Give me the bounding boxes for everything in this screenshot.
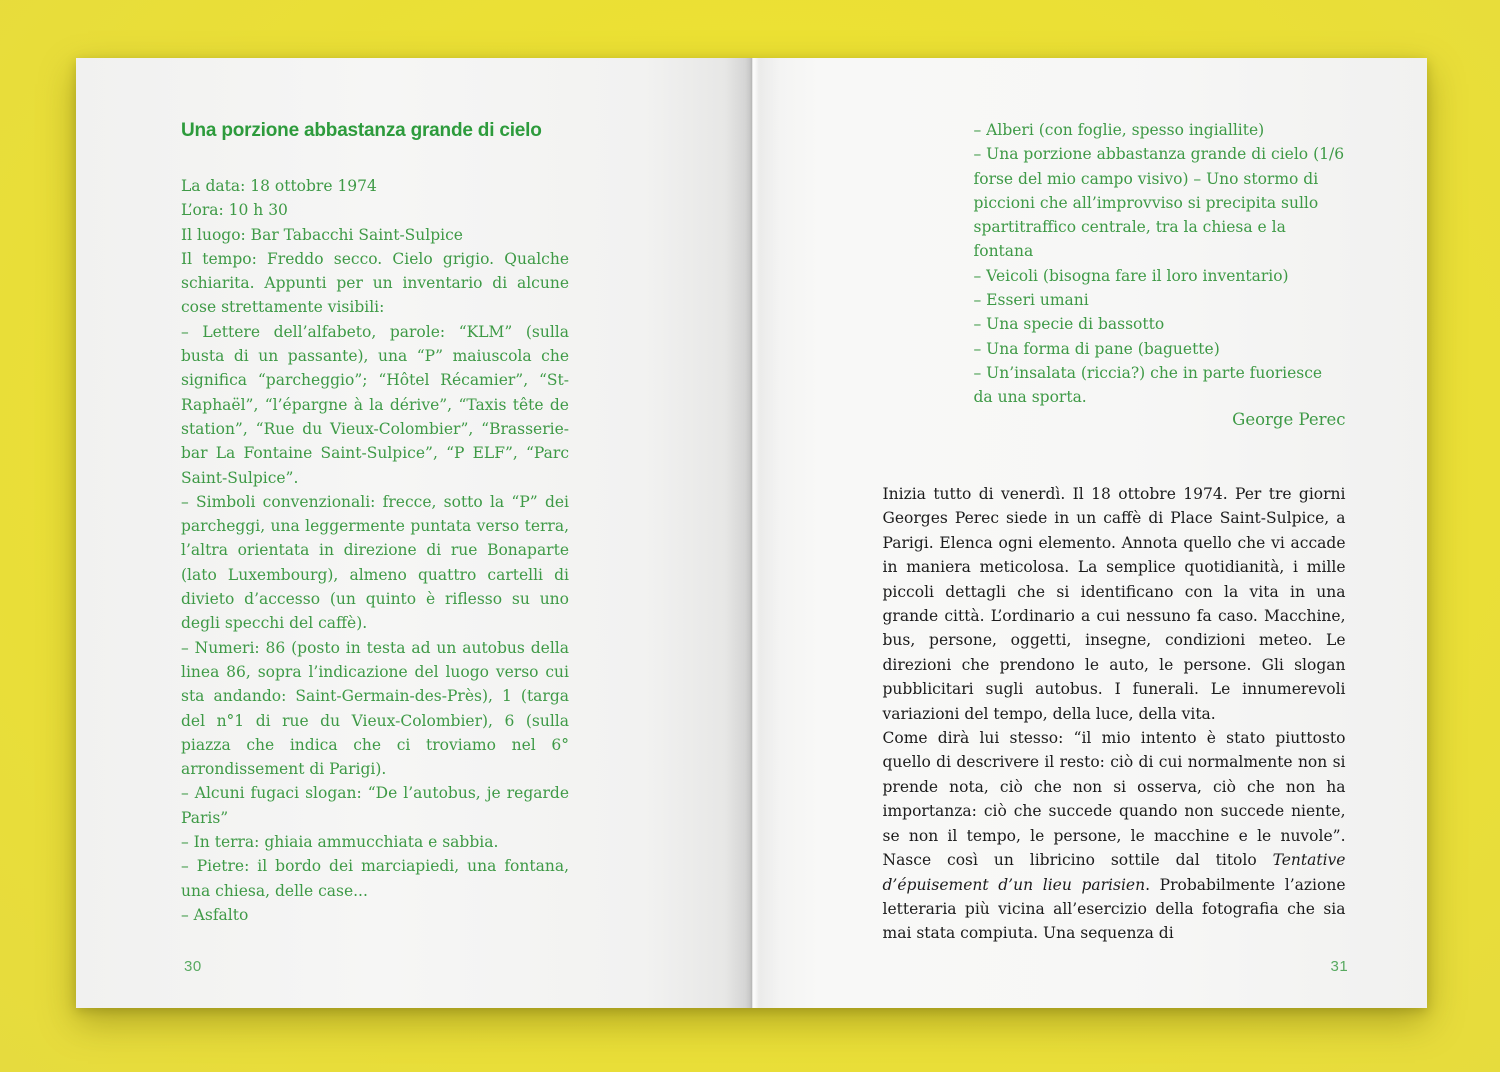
list-item-humans: – Esseri umani — [973, 291, 1089, 310]
list-item-asphalt: – Asfalto — [181, 905, 249, 924]
list-item-sky: – Una porzione abbastanza grande di cielo (1/6 forse del mio campo visivo) – Uno stormo di piccioni che all’improvviso si precipita sullo spartitraffico centrale, tra la chiesa e la fontana — [973, 145, 1345, 261]
page-number-right: 31 — [1330, 958, 1349, 975]
list-item-numbers: – Numeri: 86 (posto in testa ad un autobus della linea 86, sopra l’indicazione del luogo verso cui sta andando: Saint-Germain-des-Près), 1 (targa del n°1 di rue du Vieux-Colombier), 6 (sulla piazza che indica che ci troviamo nel 6° arrondissement di Parigi). — [181, 638, 569, 779]
book-spread — [76, 58, 1427, 1008]
list-item-trees: – Alberi (con foglie, spesso ingiallite) — [973, 121, 1265, 139]
body-line-date: La data: 18 ottobre 1974 — [181, 177, 377, 195]
left-page-body — [181, 174, 569, 927]
list-item-vehicles: – Veicoli (bisogna fare il loro inventario) — [973, 266, 1289, 285]
body-paragraph-weather: Il tempo: Freddo secco. Cielo grigio. Qualche schiarita. Appunti per un inventario di alcune cose strettamente visibili: — [181, 249, 569, 317]
list-item-letters: – Lettere dell’alfabeto, parole: “KLM” (sulla busta di un passante), una “P” maiuscola che significa “parcheggio”; “Hôtel Récamier”, “St-Raphaël”, “l’épargne à la dérive”, “Taxis tête de station”, “Rue du Vieux-Colombier”, “Brasserie-bar La Fontaine Saint-Sulpice”, “P ELF”, “Parc Saint-Sulpice”. — [181, 322, 569, 487]
body-line-time: L’ora: 10 h 30 — [181, 201, 288, 220]
list-item-ground: – In terra: ghiaia ammucchiata e sabbia. — [181, 833, 499, 852]
body-paragraph-quote — [883, 726, 1346, 946]
author-attribution: George Perec — [1232, 410, 1346, 429]
page-left — [76, 58, 752, 1008]
right-page-body — [883, 482, 1346, 946]
book-title-italic: Tentative d’épuisement d’un lieu parisien — [882, 851, 1346, 894]
list-item-symbols: – Simboli convenzionali: frecce, sotto la “P” dei parcheggi, una leggermente puntata verso terra, l’altra orientata in direzione di rue Bonaparte (lato Luxembourg), almeno quattro cartelli di divieto d’accesso (un quinto è riflesso su uno degli specchi del caffè). — [181, 492, 569, 633]
list-item-slogans: – Alcuni fugaci slogan: “De l’autobus, je regarde Paris” — [181, 784, 569, 827]
body-paragraph-intro: Inizia tutto di venerdì. Il 18 ottobre 1974. Per tre giorni Georges Perec siede in un caffè di Place Saint-Sulpice, a Parigi. Elenca ogni elemento. Annota quello che vi accade in maniera meticolosa. La semplice quotidianità, i mille piccoli dettagli che si identificano con la vita in una grande città. L’ordinario a cui nessuno fa caso. Macchine, bus, persone, oggetti, insegne, condizioni meteo. Le direzioni che prendono le auto, le persone. Gli slogan pubblicitari sugli autobus. I funerali. Le innumerevoli variazioni del tempo, della luce, della vita. — [882, 485, 1346, 723]
quote-text: Come dirà lui stesso: “il mio intento è stato piuttosto quello di descrivere il resto: ciò di cui normalmente non si prende nota, ciò che non si osserva, ciò che non ha importanza: ciò che succede quando non succede niente, se non il tempo, le persone, le macchine e le nuvole”. Nasce così un libricino sottile dal titolo — [882, 729, 1346, 870]
body-line-place: Il luogo: Bar Tabacchi Saint-Sulpice — [181, 225, 463, 244]
right-page-list — [974, 118, 1346, 410]
list-item-salad: – Un’insalata (riccia?) che in parte fuoriesce da una sporta. — [973, 363, 1323, 407]
quote-text-end: . Probabilmente l’azione letteraria più vicina all’esercizio della fotografia che sia mai stata compiuta. Una sequenza di — [882, 875, 1346, 943]
list-item-dog: – Una specie di bassotto — [973, 315, 1165, 334]
page-right — [752, 58, 1428, 1008]
list-item-bread: – Una forma di pane (baguette) — [973, 339, 1220, 358]
page-number-left: 30 — [184, 958, 202, 975]
chapter-title: Una porzione abbastanza grande di cielo — [181, 120, 542, 141]
list-item-stones: – Pietre: il bordo dei marciapiedi, una fontana, una chiesa, delle case... — [181, 857, 569, 900]
